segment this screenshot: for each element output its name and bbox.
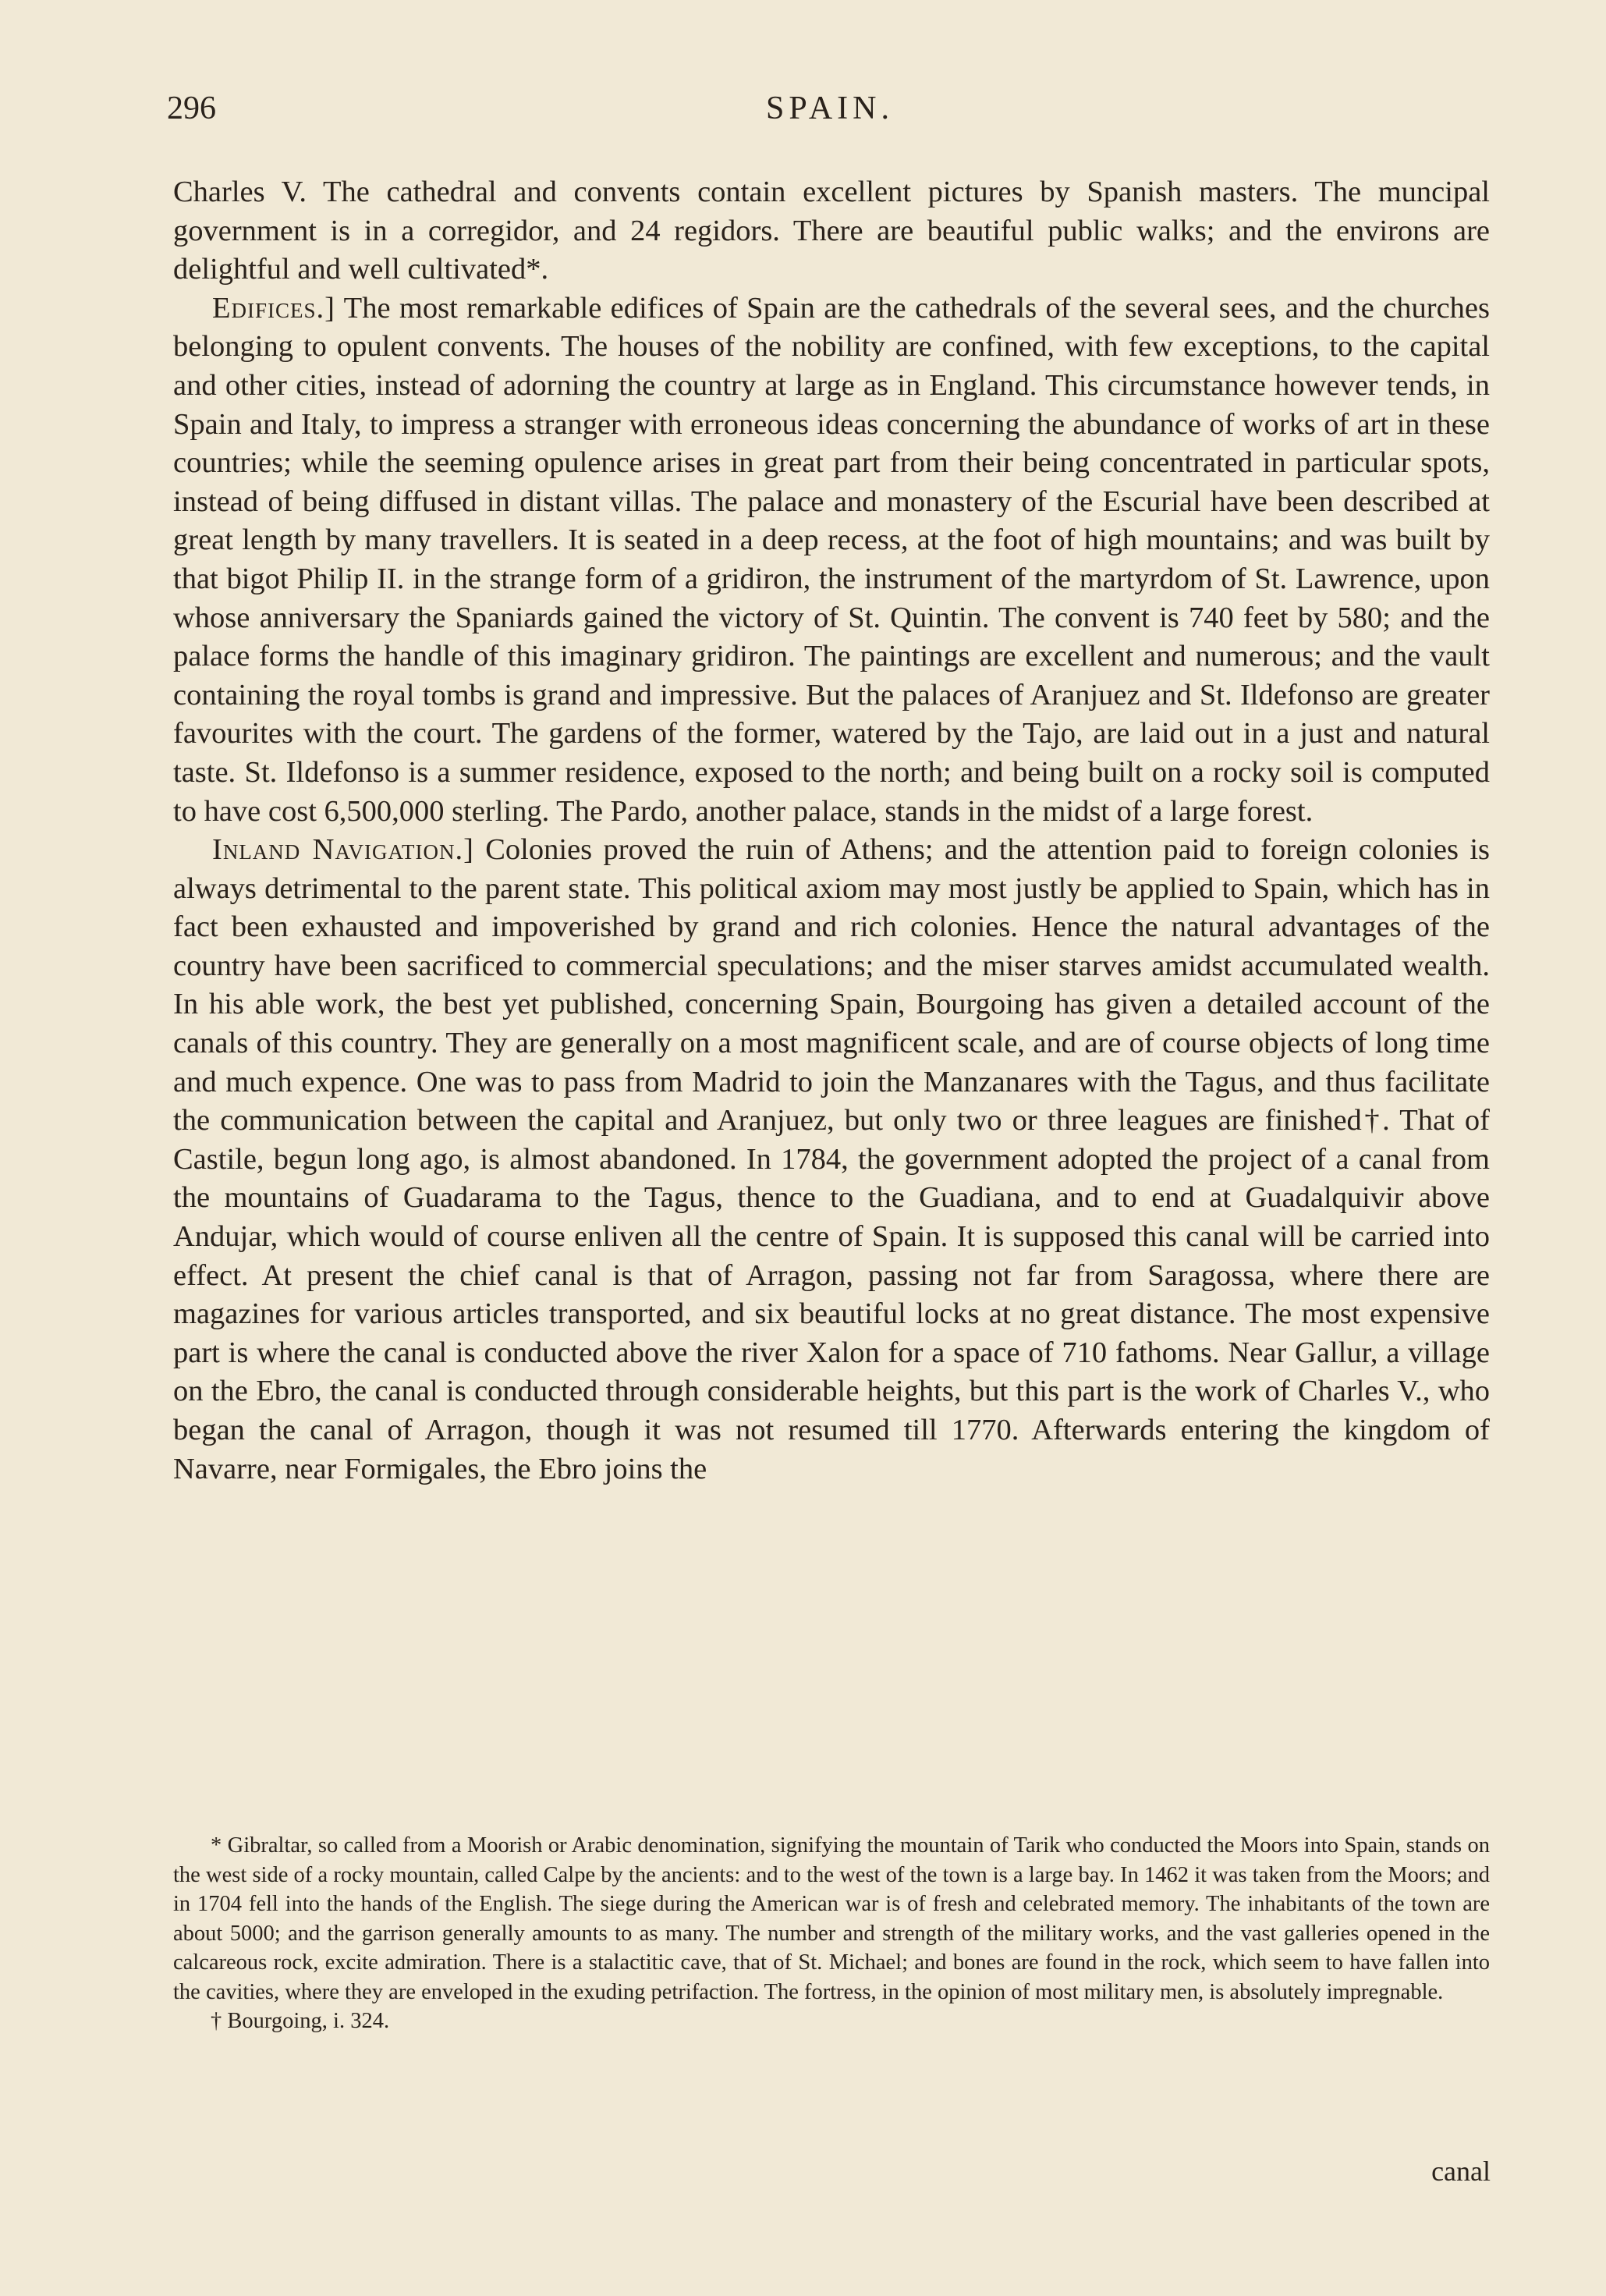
running-head: SPAIN. [765, 90, 894, 126]
footnote-bourgoing: † Bourgoing, i. 324. [211, 2009, 390, 2033]
paragraph-inland-navigation-text: Colonies proved the ruin of Athens; and the attention paid to foreign colonies is always detrimental to the parent state. This political axiom may most justly be applied to Spain, which has in fact been exhausted and impoverished by grand and rich colonies. Hence the natural advantages of the country have been sacrificed to commercial speculations; and the miser starves amidst accumulated wealth. In his able work, the best yet published, concerning Spain, Bourgoing has given a detailed account of the canals of this country. They are generally on a most magnificent scale, and are of course objects of long time and much expence. One was to pass from Madrid to join the Manzanares with the Tagus, and thus facilitate the communication between the capital and Aranjuez, but only two or three leagues are finished†. That of Castile, begun long ago, is almost abandoned. In 1784, the government adopted the project of a canal from the mountains of Guadarama to the Tagus, thence to the Guadiana, and to end at Guadalquivir above Andujar, which would of course enliven all the centre of Spain. It is supposed this canal will be carried into effect. At present the chief canal is that of Arragon, passing not far from Saragossa, where there are magazines for various articles transported, and six beautiful locks at no great distance. The most expensive part is where the canal is conducted above the river Xalon for a space of 710 fathoms. Near Gallur, a village on the Ebro, the canal is conducted through considerable heights, but this part is the work of Charles V., who began the canal of Arragon, though it was not resumed till 1770. Afterwards entering the kingdom of Navarre, near Formigales, the Ebro joins the [173, 833, 1490, 1485]
paragraph-seville-continued: Charles V. The cathedral and convents contain excellent pictures by Spanish masters. The muncipal government is in a corregidor, and 24 regidors. There are beautiful public walks; and the environs are delightful and well cultivated*. [173, 176, 1490, 286]
body-text [173, 173, 1490, 1489]
page-number: 296 [167, 90, 216, 126]
section-heading-edifices: Edifices.] [212, 291, 335, 325]
paragraph-edifices-text: The most remarkable edifices of Spain are the cathedrals of the several sees, and the churches belonging to opulent convents. The houses of the nobility are confined, with few exceptions, to the capital and other cities, instead of adorning the country at large as in England. This circumstance however tends, in Spain and Italy, to impress a stranger with erroneous ideas concerning the abundance of works of art in these countries; while the seeming opulence arises in great part from their being concentrated in particular spots, instead of being diffused in distant villas. The palace and monastery of the Escurial have been described at great length by many travellers. It is seated in a deep recess, at the foot of high mountains; and was built by that bigot Philip II. in the strange form of a gridiron, the instrument of the martyrdom of St. Lawrence, upon whose anniversary the Spaniards gained the victory of St. Quintin. The convent is 740 feet by 580; and the palace forms the handle of this imaginary gridiron. The paintings are excellent and numerous; and the vault containing the royal tombs is grand and impressive. But the palaces of Aranjuez and St. Ildefonso are greater favourites with the court. The gardens of the former, watered by the Tajo, are laid out in a just and natural taste. St. Ildefonso is a summer residence, exposed to the north; and being built on a rocky soil is computed to have cost 6,500,000 sterling. The Pardo, another palace, stands in the midst of a large forest. [173, 291, 1490, 828]
catchword: canal [1431, 2156, 1491, 2187]
section-heading-inland-navigation: Inland Navigation.] [212, 833, 474, 867]
paragraph-edifices [173, 289, 1490, 831]
paragraph-inland-navigation [173, 831, 1490, 1489]
footnote-gibraltar: * Gibraltar, so called from a Moorish or Arabic denomination, signifying the mountain of Tarik who conducted the Moors into Spain, stands on the west side of a rocky mountain, called Calpe by the ancients: and to the west of the town is a large bay. In 1462 it was taken from the Moors; and in 1704 fell into the hands of the English. The siege during the American war is of fresh and celebrated memory. The inhabitants of the town are about 5000; and the garrison generally amounts to as many. The number and strength of the military works, and the vast galleries opened in the calcareous rock, excite admiration. There is a stalactitic cave, that of St. Michael; and bones are found in the rock, which seem to have fallen into the cavities, where they are enveloped in the exuding petrifaction. The fortress, in the opinion of most military men, is absolutely impregnable. [173, 1833, 1490, 2004]
footnotes [173, 1831, 1490, 2036]
page-header [167, 90, 1493, 137]
